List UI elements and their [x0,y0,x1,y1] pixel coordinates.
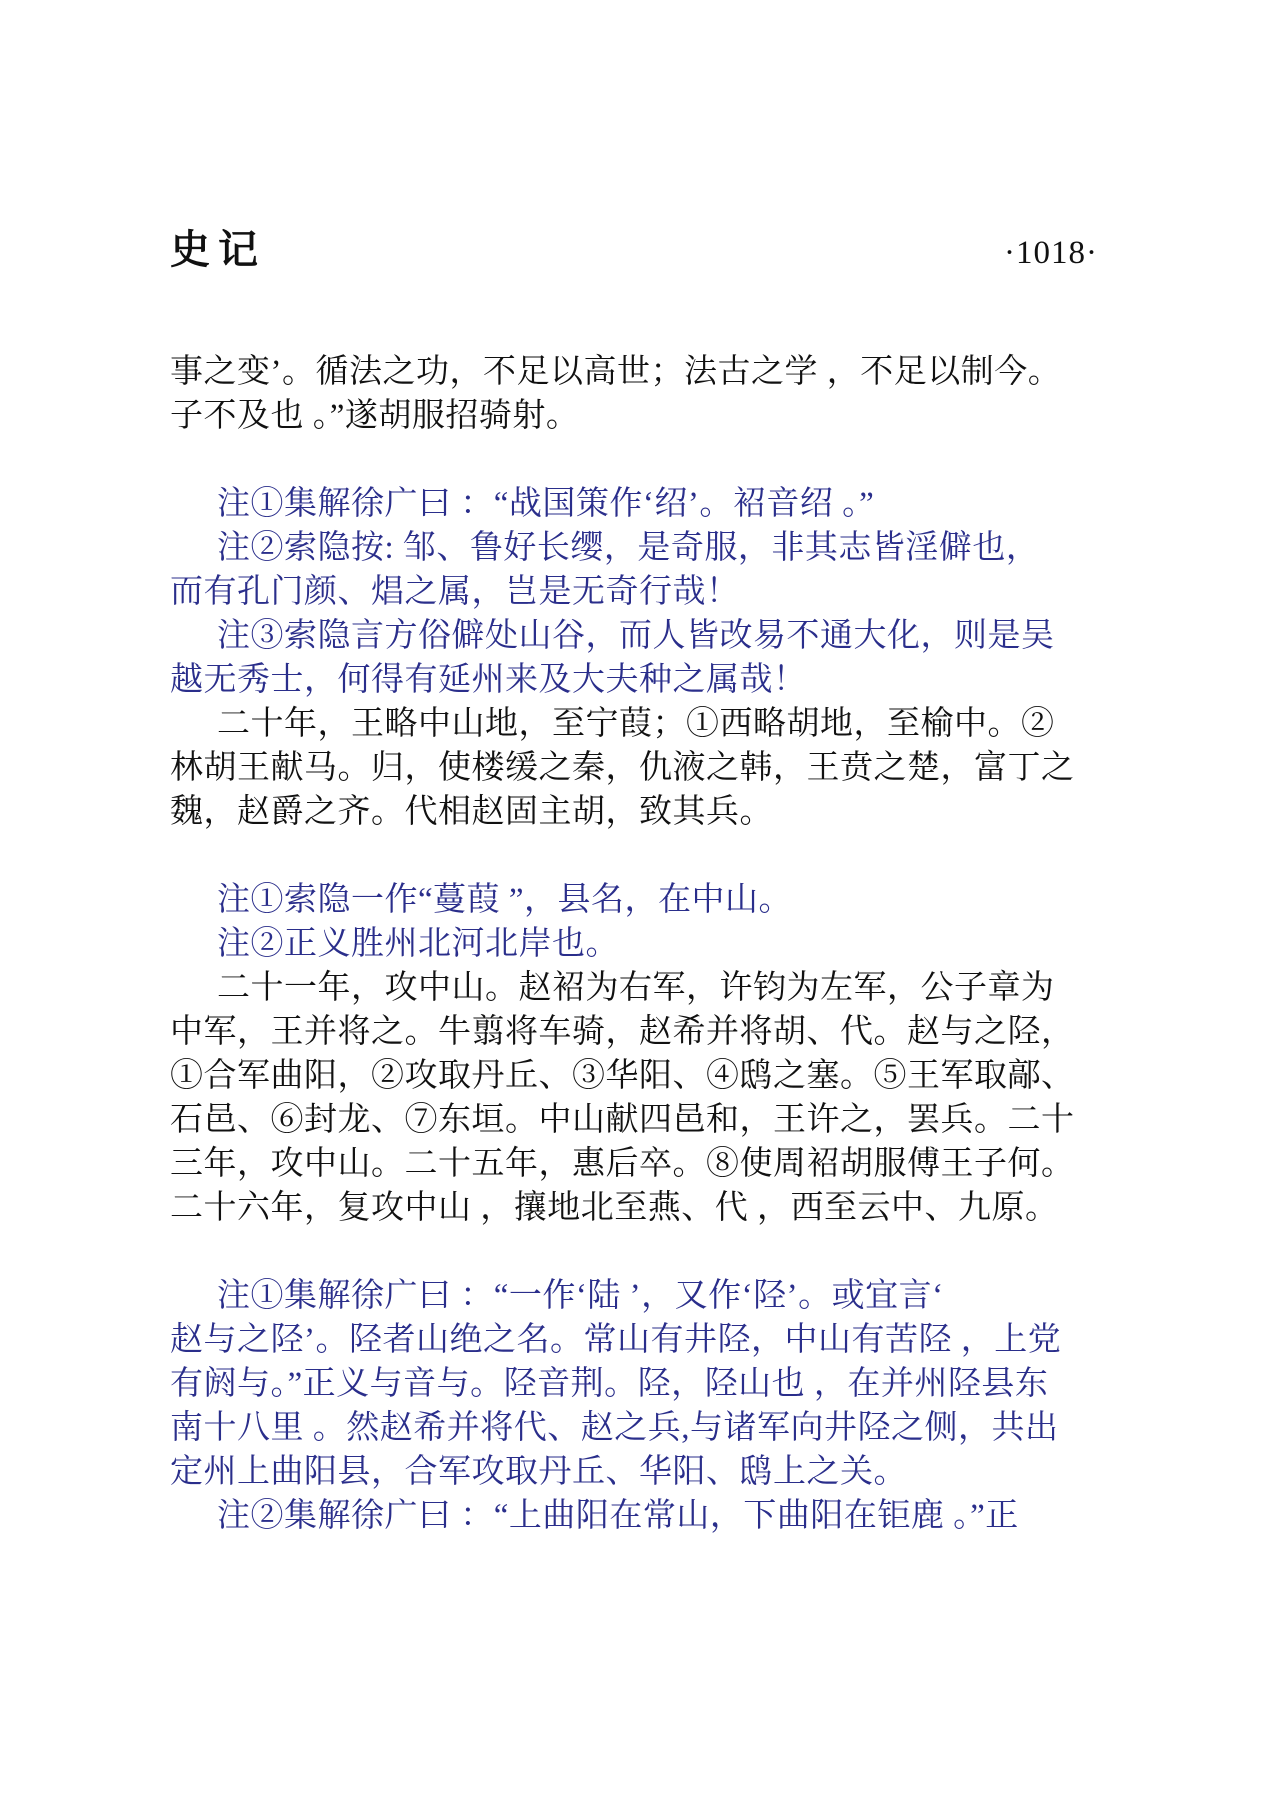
text-line: 而有孔门颜、焻之属，岂是无奇行哉！ [170,574,740,610]
text-line: 中军，王并将之。牛翦将车骑，赵希并将胡、代。赵与之陉， [170,1014,1075,1050]
text-line: 赵与之陉’。陉者山绝之名。常山有井陉，中山有苦陉 ，上党 [170,1322,1062,1358]
text-line: 二十年，王略中山地，至宁葭；①西略胡地，至榆中。② [217,706,1055,742]
blank-line [170,438,1110,482]
text-line: 有阏与。”正义与音与。陉音荆。陉，陉山也 ，在并州陉县东 [170,1366,1049,1402]
page-header [170,227,1098,272]
text-line: 三年，攻中山。二十五年，惠后卒。⑧使周袑胡服傅王子何。 [170,1146,1075,1182]
text-line: 林胡王献马。归，使楼缓之秦，仇液之韩，王贲之楚，富丁之 [170,750,1075,786]
text-line: 注①集解徐广曰 ：“一作‘陆 ’，又作‘陉’。或宜言‘ [217,1278,944,1314]
text-line: 南十八里 。然赵希并将代、赵之兵,与诸军向井陉之侧，共出 [170,1410,1059,1446]
text-line: 越无秀士，何得有延州来及大夫种之属哉！ [170,662,807,698]
page-number: ·1018· [1004,235,1098,271]
text-line: ①合军曲阳，②攻取丹丘、③华阳、④鸱之塞。⑤王军取鄗、 [170,1058,1075,1094]
text-line: 二十六年，复攻中山 ，攘地北至燕、代 ，西至云中、九原。 [170,1190,1059,1226]
text-line: 二十一年，攻中山。赵袑为右军，许钧为左军，公子章为 [217,970,1055,1006]
page-body [170,350,1110,1538]
text-line: 注②正义胜州北河北岸也。 [217,926,619,962]
text-line: 注①集解徐广曰 ：“战国策作‘绍’。袑音绍 。” [217,486,875,522]
text-line: 注②索隐按: 邹、鲁好长缨，是奇服，非其志皆淫僻也， [217,530,1040,566]
text-line: 魏，赵爵之齐。代相赵固主胡，致其兵。 [170,794,773,830]
text-line: 定州上曲阳县，合军攻取丹丘、华阳、鸱上之关。 [170,1454,907,1490]
book-title: 史记 [170,227,266,272]
text-line: 事之变’。循法之功，不足以高世；法古之学 ，不足以制今。 [170,354,1062,390]
text-line: 石邑、⑥封龙、⑦东垣。中山献四邑和，王许之，罢兵。二十 [170,1102,1075,1138]
text-line: 注②集解徐广曰 ：“上曲阳在常山，下曲阳在钜鹿 。”正 [217,1498,1019,1534]
text-line: 子不及也 。”遂胡服招骑射。 [170,398,580,434]
text-line: 注①索隐一作“蔓葭 ”，县名，在中山。 [217,882,793,918]
blank-line [170,834,1110,878]
text-line: 注③索隐言方俗僻处山谷，而人皆改易不通大化，则是吴 [217,618,1055,654]
blank-line [170,1230,1110,1274]
